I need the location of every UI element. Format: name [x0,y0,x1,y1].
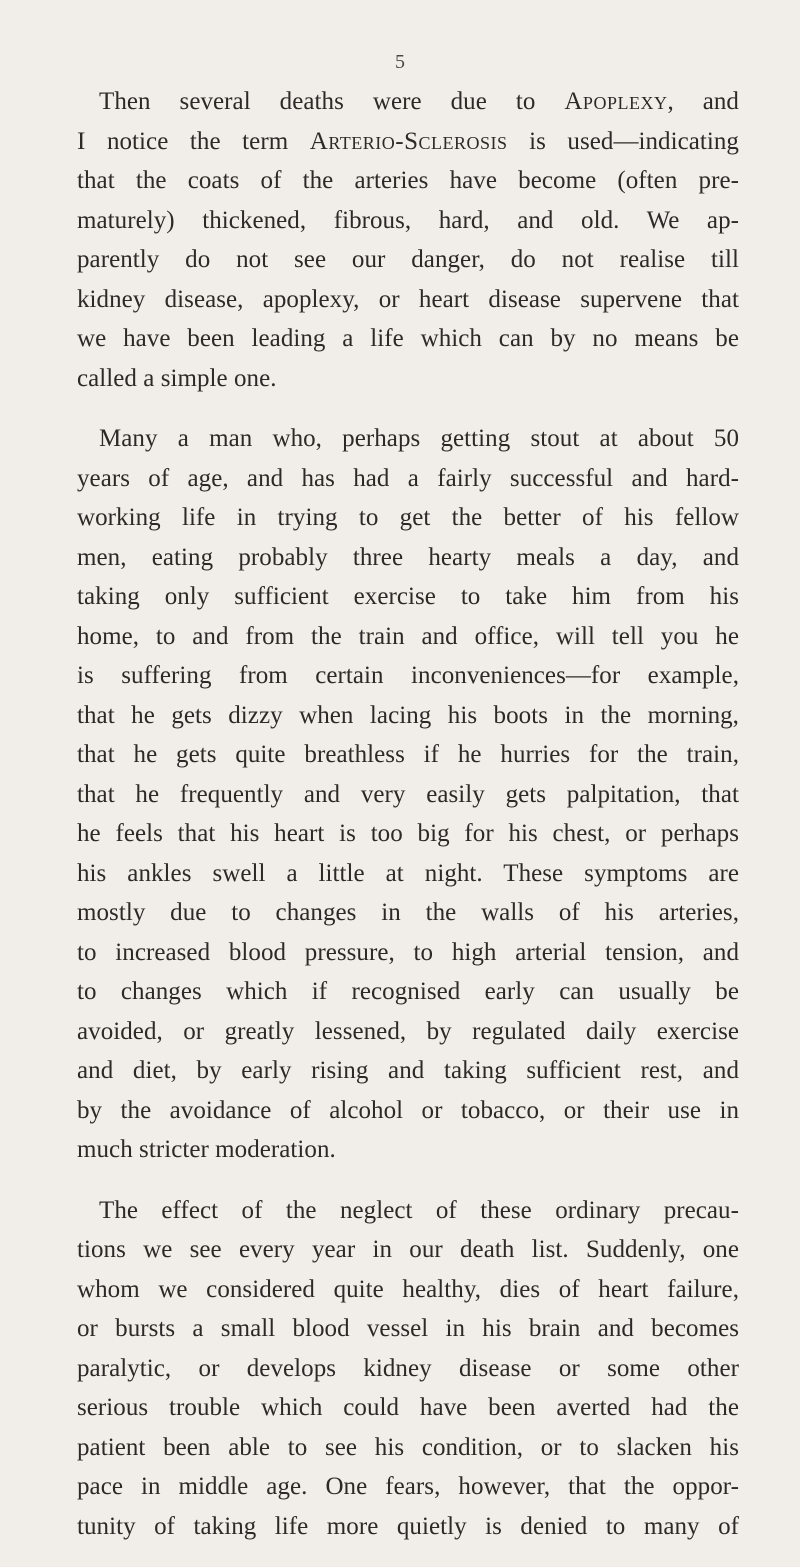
text-run: pace in middle age. One fears, however, that the oppor- [77,1473,739,1500]
text-line [77,459,739,499]
text-run: to increased blood pressure, to high arterial tension, and [77,938,739,966]
text-line [77,1507,739,1547]
text-line [77,1349,739,1389]
text-run: and diet, by early rising and taking sufficient rest, and [77,1057,739,1084]
text-run: men, eating probably three hearty meals a day, and [77,543,739,571]
text-line [77,1191,739,1231]
text-line [77,1270,739,1310]
text-run: kidney disease, apoplexy, or heart disease supervene that [77,285,739,313]
text-line [77,240,739,280]
text-run: that he gets dizzy when lacing his boots in the morning, [77,701,739,729]
text-line [77,419,739,459]
text-line [77,617,739,657]
smallcaps-term: Arterio-Sclerosis [309,127,508,155]
text-line [77,201,739,241]
text-run: or bursts a small blood vessel in his brain and becomes [77,1315,739,1342]
text-line [77,82,739,122]
text-line [77,814,739,854]
text-line [77,577,739,617]
text-run: maturely) thickened, fibrous, hard, and old. We ap- [77,206,739,234]
smallcaps-term: Apoplexy [564,88,668,115]
text-run: tunity of taking life more quietly is denied to many of [77,1512,739,1540]
text-run: to changes which if recognised early can usually be [77,978,739,1005]
text-line [77,498,739,538]
text-run: that he gets quite breathless if he hurries for the train, [77,741,739,768]
text-line [77,1230,739,1270]
text-run: is used—indicating [507,127,739,155]
text-run: Then several deaths were due to [99,88,565,115]
text-line [77,735,739,775]
text-run: avoided, or greatly lessened, by regulated daily exercise [77,1017,739,1045]
text-run: mostly due to changes in the walls of his arteries, [77,899,739,926]
text-line [77,854,739,894]
text-line [77,1012,739,1052]
text-line [77,972,739,1012]
paragraph [77,1191,739,1547]
text-line [77,933,739,973]
paragraph [77,82,739,398]
text-run: he feels that his heart is too big for his chest, or perhaps [77,820,739,847]
text-run: taking only sufficient exercise to take him from his [77,583,739,610]
paragraph [77,419,739,1170]
text-run: is suffering from certain inconveniences—for example, [77,662,739,689]
text-run: serious trouble which could have been averted had the [77,1394,739,1421]
text-line [77,1091,739,1131]
text-line [77,893,739,933]
text-line [77,122,739,162]
text-run: , and [667,88,739,115]
text-line [77,1309,739,1349]
text-run: years of age, and has had a fairly successful and hard- [77,464,739,492]
text-run: Many a man who, perhaps getting stout at about 50 [99,425,739,452]
text-run: much stricter moderation. [77,1136,336,1163]
text-line [77,161,739,201]
text-run: called a simple one. [77,364,277,392]
text-line [77,1467,739,1507]
text-run: whom we considered quite healthy, dies of heart failure, [77,1275,739,1303]
text-line [77,359,739,399]
text-run: paralytic, or develops kidney disease or some other [77,1354,739,1382]
text-line [77,696,739,736]
text-run: The effect of the neglect of these ordinary precau- [99,1196,739,1224]
text-line [77,1428,739,1468]
text-line [77,656,739,696]
text-line [77,1388,739,1428]
text-run: his ankles swell a little at night. These symptoms are [77,859,739,887]
body-text [77,82,739,1567]
text-line [77,1051,739,1091]
text-run: by the avoidance of alcohol or tobacco, or their use in [77,1096,739,1124]
text-run: home, to and from the train and office, will tell you he [77,622,739,650]
text-run: that the coats of the arteries have become (often pre- [77,167,739,194]
text-run: patient been able to see his condition, or to slacken his [77,1433,739,1461]
text-line [77,319,739,359]
text-run: that he frequently and very easily gets palpitation, that [77,780,739,808]
text-run: tions we see every year in our death list. Suddenly, one [77,1236,739,1263]
text-line [77,538,739,578]
page-number: 5 [395,51,405,73]
text-line [77,280,739,320]
text-run: we have been leading a life which can by no means be [77,325,739,352]
text-line [77,775,739,815]
text-run: parently do not see our danger, do not realise till [77,246,739,273]
text-line [77,1130,739,1170]
text-run: I notice the term [77,127,310,155]
text-run: working life in trying to get the better of his fellow [77,504,739,531]
